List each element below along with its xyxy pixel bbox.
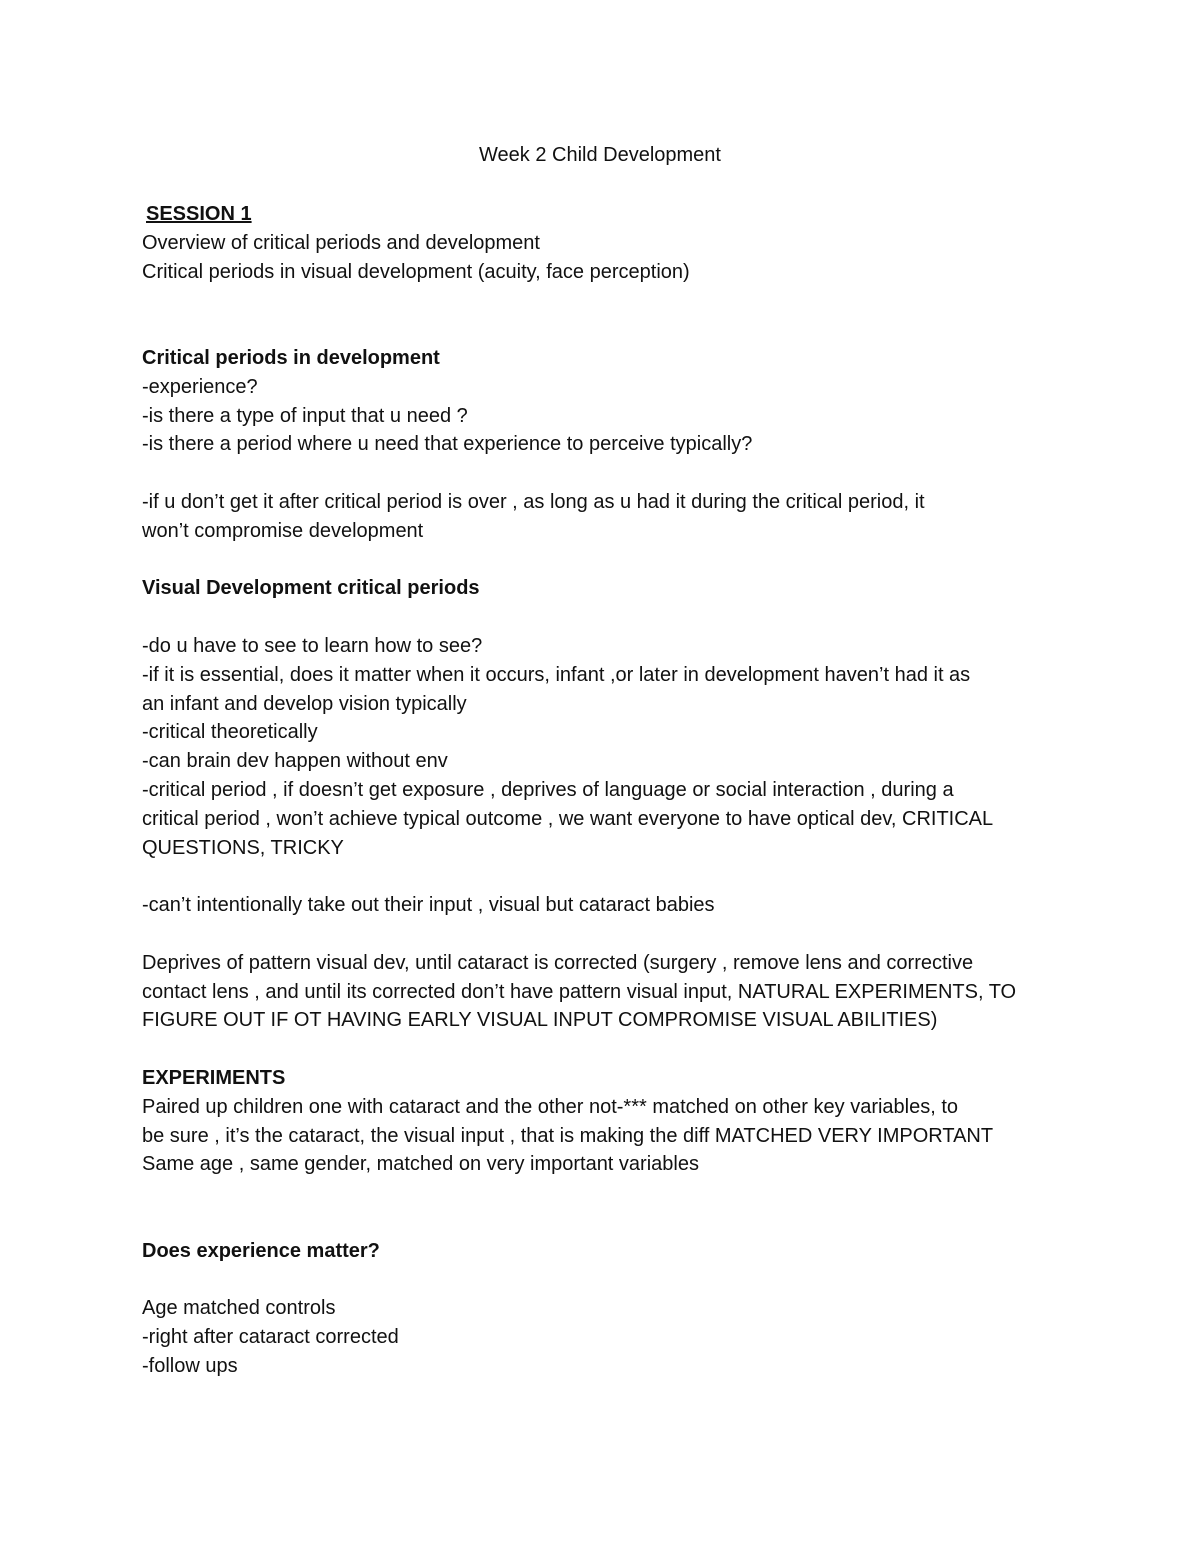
critical-periods-bullet: -experience? bbox=[142, 375, 258, 398]
document-body bbox=[142, 200, 1082, 1381]
experience-matter-line: -right after cataract corrected bbox=[142, 1326, 399, 1349]
visual-development-line: -critical period , if doesn’t get exposure , deprives of language or social interaction , during a bbox=[142, 778, 954, 801]
critical-periods-paragraph-line: won’t compromise development bbox=[142, 519, 424, 542]
visual-development-heading: Visual Development critical periods bbox=[142, 577, 480, 600]
visual-development-line: an infant and develop vision typically bbox=[142, 692, 467, 715]
visual-development-line: -critical theoretically bbox=[142, 721, 318, 744]
deprives-paragraph-line: FIGURE OUT IF OT HAVING EARLY VISUAL INPUT COMPROMISE VISUAL ABILITIES) bbox=[142, 1009, 938, 1032]
experiments-line: be sure , it’s the cataract, the visual input , that is making the diff MATCHED VERY IMPORTANT bbox=[142, 1124, 994, 1147]
visual-development-line: -do u have to see to learn how to see? bbox=[142, 634, 483, 657]
experiments-line: Paired up children one with cataract and the other not-*** matched on other key variables, to bbox=[142, 1095, 959, 1118]
critical-periods-paragraph-line: -if u don’t get it after critical period is over , as long as u had it during the critical period, it bbox=[142, 490, 925, 513]
document-title: Week 2 Child Development bbox=[479, 144, 721, 166]
deprives-paragraph-line: Deprives of pattern visual dev, until cataract is corrected (surgery , remove lens and corrective bbox=[142, 951, 974, 974]
experience-matter-line: Age matched controls bbox=[142, 1297, 336, 1320]
experience-matter-heading: Does experience matter? bbox=[142, 1239, 380, 1262]
critical-periods-heading: Critical periods in development bbox=[142, 346, 440, 369]
session-label: SESSION 1 bbox=[146, 203, 252, 225]
critical-periods-bullet: -is there a type of input that u need ? bbox=[142, 404, 468, 427]
session-line: Overview of critical periods and development bbox=[142, 231, 540, 254]
visual-development-line: critical period , won’t achieve typical outcome , we want everyone to have optical dev, CRITICAL bbox=[142, 807, 994, 830]
experiments-heading: EXPERIMENTS bbox=[142, 1066, 286, 1089]
deprives-paragraph-line: contact lens , and until its corrected don’t have pattern visual input, NATURAL EXPERIMENTS, TO bbox=[142, 980, 1017, 1003]
critical-periods-bullet: -is there a period where u need that experience to perceive typically? bbox=[142, 433, 753, 456]
visual-development-line: QUESTIONS, TRICKY bbox=[142, 836, 344, 859]
visual-development-line: -if it is essential, does it matter when it occurs, infant ,or later in development haven’t had it as bbox=[142, 663, 971, 686]
session-line: Critical periods in visual development (acuity, face perception) bbox=[142, 260, 690, 283]
experiments-line: Same age , same gender, matched on very important variables bbox=[142, 1153, 699, 1176]
cataract-babies-line: -can’t intentionally take out their input , visual but cataract babies bbox=[142, 894, 715, 917]
experience-matter-line: -follow ups bbox=[142, 1354, 238, 1377]
visual-development-line: -can brain dev happen without env bbox=[142, 750, 448, 773]
